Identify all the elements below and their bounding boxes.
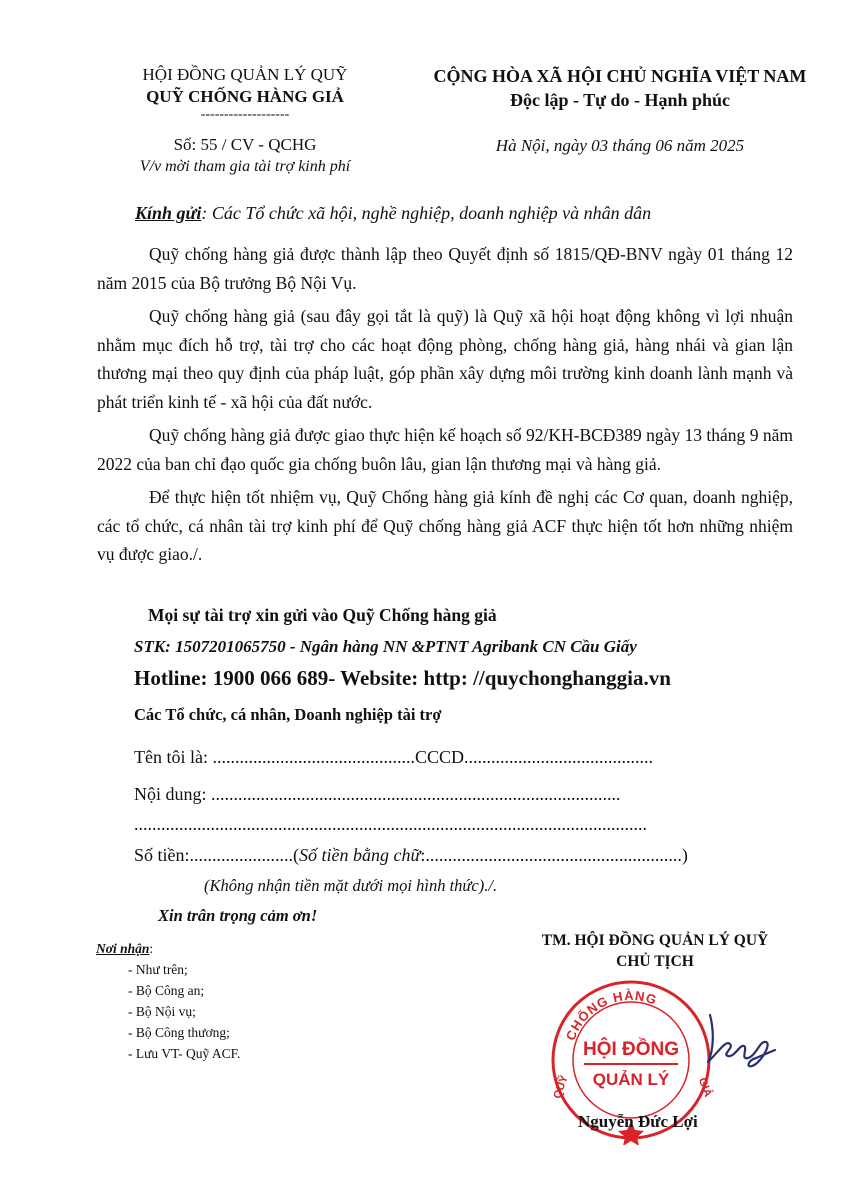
svg-text:QUỸ: QUỸ <box>551 1073 571 1101</box>
amount-suffix: :.........................................................) <box>420 845 688 865</box>
body-paragraph-4: Để thực hiện tốt nhiệm vụ, Quỹ Chống hàng giả kính đề nghị các Cơ quan, doanh nghiệp, các tổ chức, cá nhân tài trợ kinh phí để Quỹ chống hàng giả ACF thực hiện tốt hơn những nhiệm vụ được giao./. <box>97 487 793 564</box>
svg-text:HỘI ĐỒNG: HỘI ĐỒNG <box>582 1039 680 1060</box>
form-amount-line <box>134 845 688 866</box>
hotline-website: Hotline: 1900 066 689- Website: http: //quychonghanggia.vn <box>134 666 671 690</box>
national-motto: Độc lập - Tự do - Hạnh phúc <box>509 90 731 110</box>
addressee-text: : Các Tổ chức xã hội, nghề nghiệp, doanh nghiệp và nhân dân <box>201 203 652 223</box>
amount-words-label: Số tiền bằng chữ <box>299 845 421 865</box>
separator-left: ------------------- <box>200 107 290 122</box>
signer-title-2: CHỦ TỊCH <box>616 953 694 970</box>
body-paragraph-3: Quỹ chống hàng giả được giao thực hiện kế hoạch số 92/KH-BCĐ389 ngày 13 tháng 9 năm 2022 của ban chỉ đạo quốc gia chống buôn lâu, gian lận thương mại và hàng giả. <box>97 425 793 474</box>
svg-text:QUẢN LÝ: QUẢN LÝ <box>592 1070 670 1089</box>
body-paragraph-1: Quỹ chống hàng giả được thành lập theo Quyết định số 1815/QĐ-BNV ngày 01 tháng 12 năm 2015 của Bộ trưởng Bộ Nội Vụ. <box>97 244 793 293</box>
national-header <box>410 64 830 158</box>
org-line-2: QUỸ CHỐNG HÀNG GIẢ <box>146 87 344 106</box>
svg-text:GIẢ: GIẢ <box>695 1076 714 1099</box>
amount-prefix: Số tiền:.......................( <box>134 845 299 865</box>
svg-text:CHỐNG HÀNG: CHỐNG HÀNG <box>562 987 660 1043</box>
document-subject: V/v mời tham gia tài trợ kinh phí <box>139 158 351 175</box>
place-date: Hà Nội, ngày 03 tháng 06 năm 2025 <box>495 136 745 155</box>
issuing-organization <box>95 64 395 178</box>
document-number: Số: 55 / CV - QCHG <box>173 135 317 154</box>
org-line-1: HỘI ĐỒNG QUẢN LÝ QUỸ <box>142 65 348 84</box>
signer-title-1: TM. HỘI ĐỒNG QUẢN LÝ QUỸ <box>541 932 769 949</box>
cash-note: (Không nhận tiền mặt dưới mọi hình thức)./. <box>204 876 498 895</box>
sponsors-heading: Các Tổ chức, cá nhân, Doanh nghiệp tài trợ <box>134 705 442 724</box>
recipient-item: - Lưu VT- Quỹ ACF. <box>128 1046 241 1061</box>
donation-heading: Mọi sự tài trợ xin gửi vào Quỹ Chống hàng giả <box>148 605 497 625</box>
closing-thanks: Xin trân trọng cảm ơn! <box>158 906 318 925</box>
recipient-item: - Bộ Công an; <box>128 983 205 998</box>
recipients-list <box>96 938 240 1064</box>
signer-name: Nguyễn Đức Lợi <box>578 1112 698 1131</box>
bank-account: STK: 1507201065750 - Ngân hàng NN &PTNT Agribank CN Cầu Giấy <box>134 637 637 656</box>
addressee-label: Kính gửi <box>135 203 202 223</box>
country-name: CỘNG HÒA XÃ HỘI CHỦ NGHĨA VIỆT NAM <box>433 66 807 86</box>
form-content-line: Nội dung: ........................................................................................... <box>134 784 621 804</box>
recipient-item: - Như trên; <box>128 962 188 977</box>
signature-block <box>495 930 815 972</box>
form-name-line: Tên tôi là: .............................................CCCD.......................................... <box>134 747 653 767</box>
recipient-item: - Bộ Công thương; <box>128 1025 230 1040</box>
recipient-item: - Bộ Nội vụ; <box>128 1004 196 1019</box>
recipients-label: Nơi nhận <box>96 941 150 956</box>
recipients-colon: : <box>149 941 154 956</box>
letter-body <box>97 240 793 574</box>
handwritten-signature <box>700 1010 780 1070</box>
addressee <box>135 203 651 224</box>
form-content-line-2: .................................................................................................................. <box>134 814 647 834</box>
body-paragraph-2: Quỹ chống hàng giả (sau đây gọi tắt là quỹ) là Quỹ xã hội hoạt động không vì lợi nhuận nhằm mục đích hỗ trợ, tài trợ cho các hoạt động phòng, chống hàng giả, hàng nhái và gian lận thương mại theo quy định của pháp luật, góp phần xây dựng môi trường kinh doanh lành mạnh và phát triển kinh tế - xã hội của đất nước. <box>97 306 793 412</box>
